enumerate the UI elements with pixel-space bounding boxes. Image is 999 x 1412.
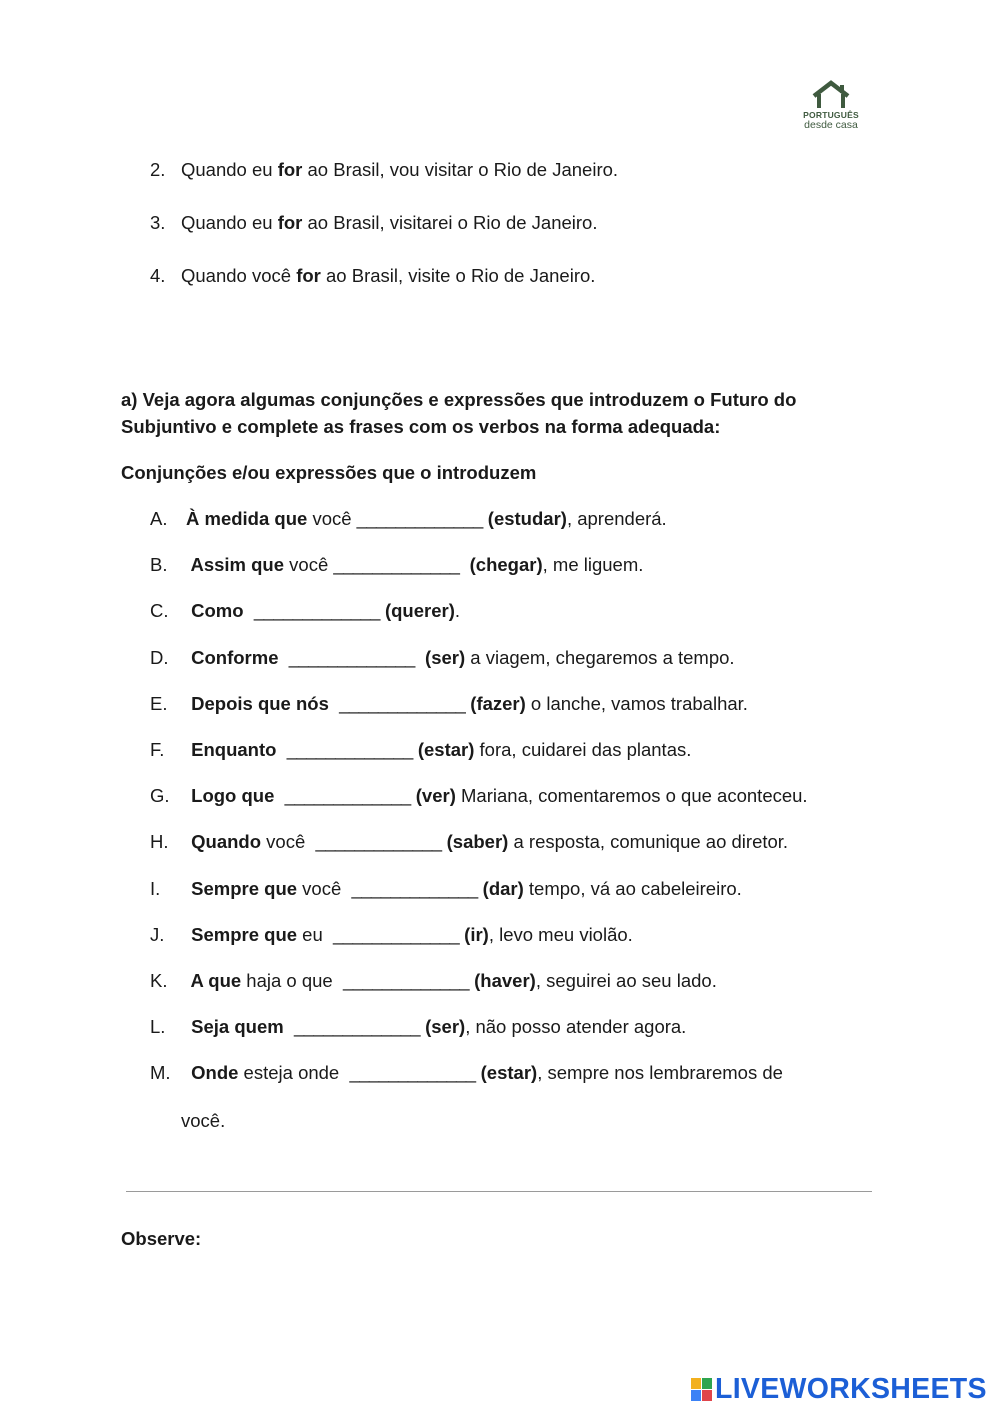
answer-blank[interactable]: _____________ (293, 1016, 420, 1038)
exercise-item (150, 1016, 686, 1038)
exercise-item (150, 693, 748, 715)
exercise-text (279, 647, 289, 668)
exercise-text: , não posso atender agora. (465, 1016, 687, 1038)
exercise-text: você (297, 877, 352, 899)
numbered-item-2: 2. Quando eu for ao Brasil, vou visitar o Rio de Janeiro. (150, 159, 619, 180)
portugues-desde-casa-logo (796, 80, 866, 131)
exercise-text (329, 693, 339, 714)
answer-blank[interactable]: _____________ (315, 831, 442, 853)
conjunction: Assim que (186, 554, 285, 576)
answer-blank[interactable]: _____________ (284, 785, 411, 807)
exercise-text: tempo, vá ao cabeleireiro. (523, 877, 742, 899)
answer-blank[interactable]: _____________ (349, 1062, 476, 1084)
conjunction: A que (186, 970, 242, 991)
exercise-letter: A. (150, 508, 168, 529)
verb-hint: (querer) (384, 600, 455, 622)
exercise-item (150, 878, 742, 900)
answer-blank[interactable]: _____________ (339, 692, 466, 714)
answer-blank[interactable]: _____________ (333, 554, 460, 576)
verb-hint: (haver) (474, 970, 536, 991)
verb-hint: (estudar) (487, 508, 567, 529)
exercise-item (150, 508, 667, 530)
exercise-text: , levo meu violão. (488, 923, 633, 945)
exercise-letter: K. (150, 970, 168, 991)
exercise-item (150, 924, 633, 946)
exercise-text (244, 600, 254, 621)
exercise-text: eu (297, 923, 334, 945)
answer-blank[interactable]: _____________ (333, 923, 460, 945)
exercise-text: você (307, 508, 357, 529)
exercise-letter: I. (150, 877, 161, 899)
exercise-item (150, 739, 691, 761)
answer-blank[interactable]: _____________ (286, 739, 413, 760)
exercise-letter: G. (150, 785, 170, 807)
verb-hint: (ser) (425, 1016, 466, 1038)
exercise-text (459, 554, 469, 575)
exercise-text: a resposta, comunique ao diretor. (508, 831, 789, 853)
exercise-text: haja o que (241, 970, 344, 991)
conjunction: Depois que nós (186, 692, 329, 714)
answer-blank[interactable]: _____________ (343, 970, 469, 991)
answer-blank[interactable]: _____________ (288, 646, 415, 668)
conjunction: Sempre que (186, 877, 298, 899)
liveworksheets-watermark (691, 1374, 987, 1404)
exercise-text: . (454, 600, 460, 622)
exercise-letter: B. (150, 554, 168, 576)
exercise-letter: C. (150, 600, 169, 622)
verb-hint: (dar) (482, 877, 524, 899)
verb-hint: (ver) (415, 785, 456, 807)
conjunction: À medida que (186, 508, 308, 529)
verb-hint: (estar) (480, 1062, 538, 1084)
exercise-m-continuation: você. (181, 1110, 226, 1131)
exercise-text: você (261, 831, 316, 853)
verb-hint: (estar) (417, 739, 475, 760)
exercise-text (274, 785, 284, 806)
exercise-item (150, 600, 460, 622)
exercise-letter: E. (150, 692, 168, 714)
liveworksheets-wordmark: LIVEWORKSHEETS (715, 1373, 987, 1405)
verb-hint: (fazer) (470, 692, 526, 714)
numbered-item-3: 3. Quando eu for ao Brasil, visitarei o Rio de Janeiro. (150, 212, 598, 233)
conjunction: Logo que (186, 785, 275, 807)
answer-blank[interactable]: _____________ (356, 508, 483, 529)
exercise-item (150, 647, 735, 669)
conjunction: Onde (186, 1062, 239, 1084)
exercise-text: fora, cuidarei das plantas. (474, 739, 692, 760)
exercise-letter: H. (150, 831, 169, 853)
logo-line-2: desde casa (804, 119, 858, 131)
numbered-item-4: 4. Quando você for ao Brasil, visite o Rio de Janeiro. (150, 265, 596, 286)
answer-blank[interactable]: _____________ (253, 600, 380, 622)
exercise-text: , seguirei ao seu lado. (535, 970, 717, 991)
exercise-letter: F. (150, 739, 165, 760)
liveworksheets-logo-icon (691, 1378, 712, 1401)
exercise-letter: L. (150, 1016, 166, 1038)
verb-hint: (ser) (425, 646, 466, 668)
exercise-text: esteja onde (238, 1062, 350, 1084)
exercise-item (150, 1062, 783, 1084)
verb-hint: (chegar) (469, 554, 543, 576)
conjunction: Enquanto (186, 739, 277, 760)
horizontal-divider (126, 1191, 872, 1192)
answer-blank[interactable]: _____________ (351, 877, 478, 899)
instruction-heading: a) Veja agora algumas conjunções e expressões que introduzem o Futuro do Subjuntivo e complete as frases com os verbos na forma adequada: (121, 389, 797, 437)
conjunction: Sempre que (186, 923, 298, 945)
exercise-text (276, 739, 286, 760)
observe-heading: Observe: (121, 1228, 202, 1249)
exercise-text: o lanche, vamos trabalhar. (525, 692, 748, 714)
exercise-letter: M. (150, 1062, 171, 1084)
conjunction: Seja quem (186, 1016, 284, 1038)
logo-line-1: PORTUGUÊS (803, 110, 859, 120)
exercise-text: , me liguem. (542, 554, 644, 576)
exercise-text (284, 1016, 294, 1037)
exercise-text: Mariana, comentaremos o que aconteceu. (455, 785, 808, 807)
subheading: Conjunções e/ou expressões que o introduzem (121, 462, 537, 483)
conjunction: Conforme (186, 646, 279, 668)
exercise-letter: D. (150, 646, 169, 668)
exercise-text: , aprenderá. (566, 508, 667, 529)
conjunction: Como (186, 600, 244, 622)
exercise-text: a viagem, chegaremos a tempo. (465, 646, 735, 668)
house-icon (808, 80, 854, 110)
exercise-item (150, 554, 643, 576)
exercise-text: , sempre nos lembraremos de (537, 1062, 783, 1084)
exercise-item (150, 831, 788, 853)
exercise-text: você (284, 554, 334, 576)
exercise-item (150, 785, 808, 807)
exercise-text (415, 647, 425, 668)
verb-hint: (ir) (464, 923, 489, 945)
exercise-letter: J. (150, 923, 165, 945)
exercise-item (150, 970, 717, 992)
conjunction: Quando (186, 831, 262, 853)
verb-hint: (saber) (446, 831, 509, 853)
